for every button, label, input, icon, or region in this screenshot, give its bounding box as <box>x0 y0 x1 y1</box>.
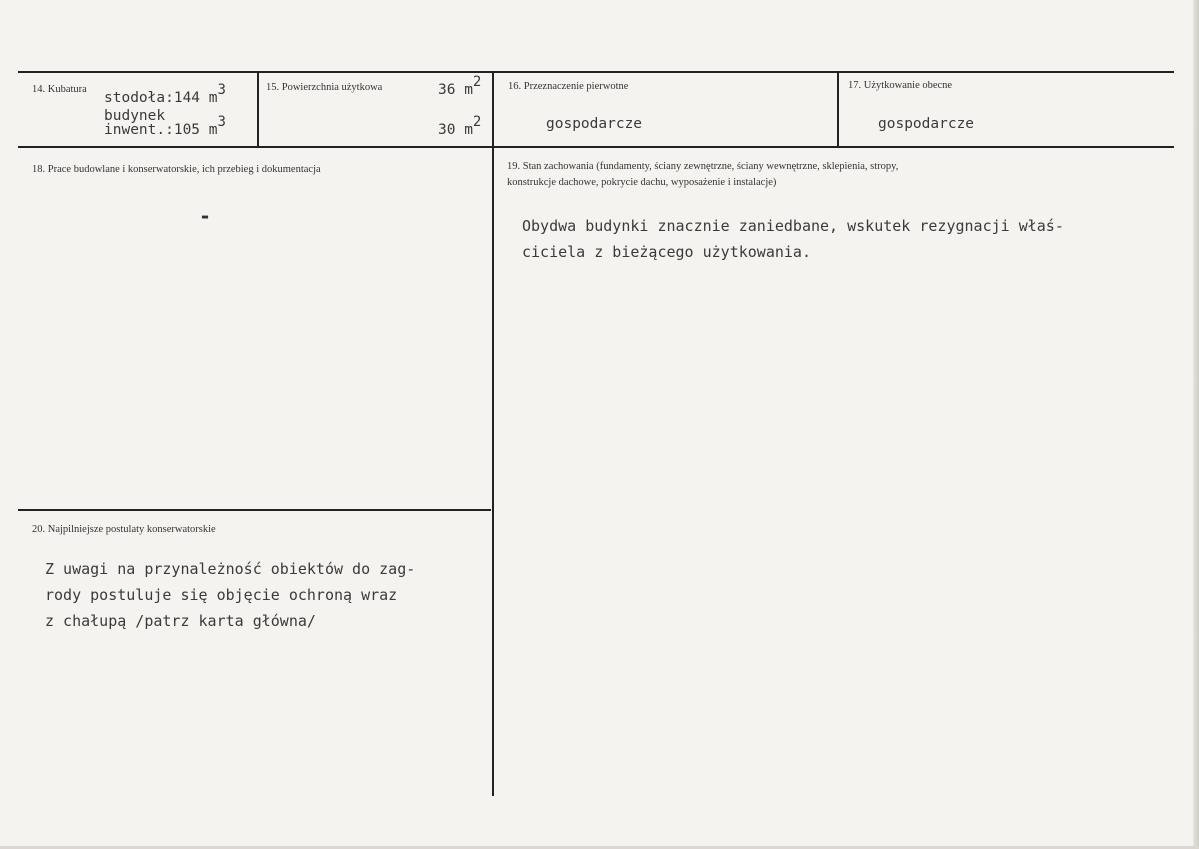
field-14-label: 14. Kubatura <box>32 84 87 95</box>
field-14-budynek: budynek <box>104 108 166 124</box>
field-14-stodola <box>104 82 226 106</box>
lower-left-rule <box>18 509 491 511</box>
field-14-inwent-sup: 3 <box>217 114 226 130</box>
field-18-value: - <box>199 204 212 228</box>
field-15-label: 15. Powierzchnia użytkowa <box>266 82 383 93</box>
field-18-label: 18. Prace budowlane i konserwatorskie, ich przebieg i dokumentacja <box>32 164 321 175</box>
field-14-stodola-sup: 3 <box>217 82 226 98</box>
field-20-text-line-3: z chałupą /patrz karta główna/ <box>45 612 316 630</box>
field-19-text-line-2: ciciela z bieżącego użytkowania. <box>522 243 811 261</box>
divider-16-17 <box>837 72 839 147</box>
field-15-value-2-text: 30 m <box>438 122 473 138</box>
card-right-edge <box>1193 0 1199 849</box>
field-17-label: 17. Użytkowanie obecne <box>848 80 953 91</box>
field-15-value-2-sup: 2 <box>472 114 482 130</box>
field-20-text-line-2: rody postuluje się objęcie ochroną wraz <box>45 586 398 604</box>
field-15-value-1-text: 36 m <box>438 82 473 98</box>
middle-rule <box>18 146 1174 148</box>
field-15-value-1 <box>438 74 482 98</box>
field-16-label: 16. Przeznaczenie pierwotne <box>508 81 629 92</box>
field-15-value-1-sup: 2 <box>472 74 482 90</box>
field-16-value: gospodarcze <box>546 116 643 132</box>
field-19-label-line-2: konstrukcje dachowe, pokrycie dachu, wyposażenie i instalacje) <box>507 177 777 188</box>
field-20-text-line-1: Z uwagi na przynależność obiektów do zag- <box>45 560 416 578</box>
field-19-text-line-1: Obydwa budynki znacznie zaniedbane, wskutek rezygnacji właś- <box>522 217 1064 235</box>
field-14-stodola-text: stodoła:144 m <box>104 90 218 106</box>
field-20-label: 20. Najpilniejsze postulaty konserwatorskie <box>32 524 216 535</box>
field-14-inwent-text: inwent.:105 m <box>104 122 218 138</box>
field-15-value-2 <box>438 114 482 138</box>
field-17-value: gospodarcze <box>878 116 975 132</box>
top-rule <box>18 71 1174 73</box>
divider-15-16 <box>492 72 494 796</box>
divider-14-15 <box>257 72 259 147</box>
field-19-label-line-1: 19. Stan zachowania (fundamenty, ściany zewnętrzne, ściany wewnętrzne, sklepienia, stropy, <box>507 161 899 172</box>
